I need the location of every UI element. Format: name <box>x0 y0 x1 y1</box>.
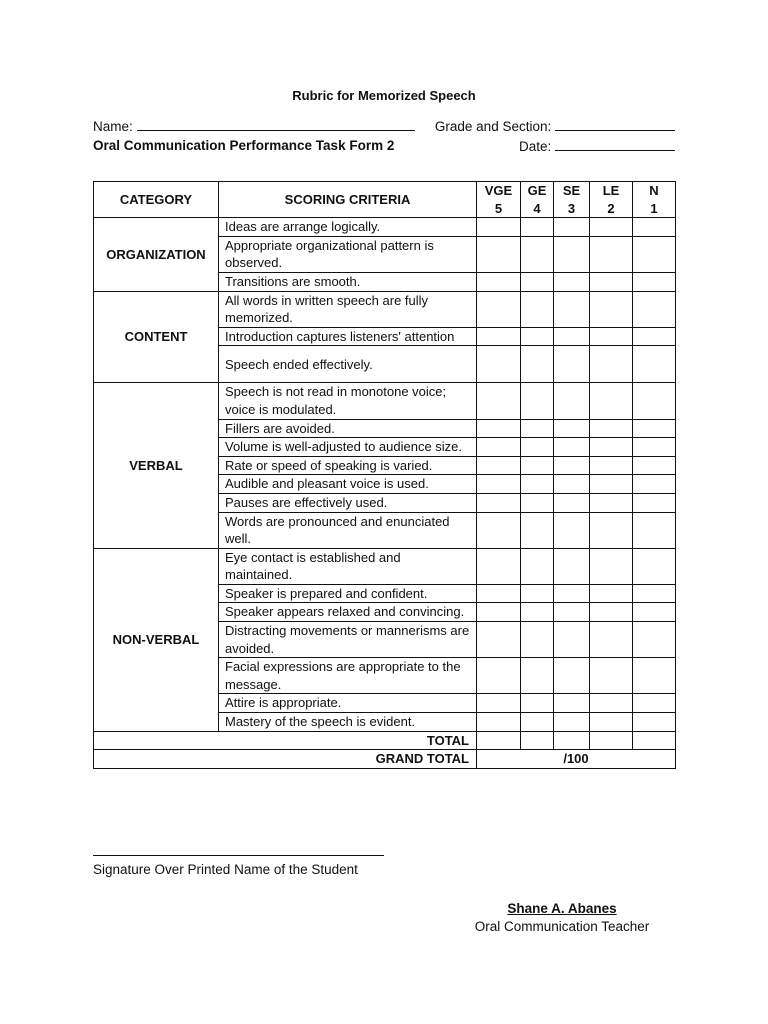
score-cell-ge[interactable] <box>521 291 554 327</box>
score-cell-vge[interactable] <box>477 694 521 713</box>
score-cell-vge[interactable] <box>477 327 521 346</box>
category-cell: NON-VERBAL <box>94 548 219 731</box>
score-cell-se[interactable] <box>554 622 590 658</box>
score-cell-se[interactable] <box>554 493 590 512</box>
name-label: Name: <box>93 119 133 134</box>
criterion-text: Audible and pleasant voice is used. <box>219 475 477 494</box>
score-cell-se[interactable] <box>554 713 590 732</box>
score-cell-vge[interactable] <box>477 272 521 291</box>
score-cell-n[interactable] <box>633 493 676 512</box>
score-cell-se[interactable] <box>554 548 590 584</box>
score-cell-vge[interactable] <box>477 236 521 272</box>
score-cell-n[interactable] <box>633 327 676 346</box>
score-cell-n[interactable] <box>633 622 676 658</box>
total-cell-se[interactable] <box>554 731 590 750</box>
grade-section-blank-line[interactable] <box>555 118 675 131</box>
score-cell-n[interactable] <box>633 713 676 732</box>
date-blank-line[interactable] <box>555 138 675 151</box>
score-cell-le[interactable] <box>590 419 633 438</box>
rubric-table <box>93 181 676 769</box>
category-header: CATEGORY <box>94 182 219 218</box>
score-cell-vge[interactable] <box>477 584 521 603</box>
score-cell-ge[interactable] <box>521 419 554 438</box>
score-cell-le[interactable] <box>590 456 633 475</box>
criterion-text: Ideas are arrange logically. <box>219 218 477 237</box>
name-blank-line[interactable] <box>137 118 415 131</box>
criterion-text: Fillers are avoided. <box>219 419 477 438</box>
score-cell-ge[interactable] <box>521 713 554 732</box>
score-cell-vge[interactable] <box>477 622 521 658</box>
score-cell-ge[interactable] <box>521 694 554 713</box>
score-cell-vge[interactable] <box>477 346 521 383</box>
criterion-text: All words in written speech are fully memorized. <box>219 291 477 327</box>
score-cell-ge[interactable] <box>521 475 554 494</box>
criterion-text: Speaker is prepared and confident. <box>219 584 477 603</box>
criterion-row <box>94 218 676 237</box>
date-label: Date: <box>518 139 552 154</box>
score-cell-n[interactable] <box>633 603 676 622</box>
score-cell-le[interactable] <box>590 493 633 512</box>
score-cell-vge[interactable] <box>477 548 521 584</box>
criterion-text: Pauses are effectively used. <box>219 493 477 512</box>
score-cell-n[interactable] <box>633 346 676 383</box>
score-cell-vge[interactable] <box>477 383 521 419</box>
category-cell: VERBAL <box>94 383 219 548</box>
score-cell-vge[interactable] <box>477 603 521 622</box>
score-cell-n[interactable] <box>633 475 676 494</box>
score-cell-se[interactable] <box>554 584 590 603</box>
teacher-role: Oral Communication Teacher <box>474 919 650 934</box>
score-cell-n[interactable] <box>633 512 676 548</box>
score-cell-se[interactable] <box>554 291 590 327</box>
score-cell-le[interactable] <box>590 603 633 622</box>
score-cell-vge[interactable] <box>477 658 521 694</box>
score-cell-se[interactable] <box>554 475 590 494</box>
score-cell-se[interactable] <box>554 658 590 694</box>
score-cell-se[interactable] <box>554 512 590 548</box>
total-row <box>94 731 676 750</box>
score-cell-se[interactable] <box>554 603 590 622</box>
criterion-text: Eye contact is established and maintained. <box>219 548 477 584</box>
score-cell-n[interactable] <box>633 584 676 603</box>
score-cell-se[interactable] <box>554 438 590 457</box>
criterion-text: Rate or speed of speaking is varied. <box>219 456 477 475</box>
category-cell: CONTENT <box>94 291 219 383</box>
criterion-text: Speech ended effectively. <box>219 346 477 383</box>
criterion-text: Transitions are smooth. <box>219 272 477 291</box>
category-cell: ORGANIZATION <box>94 218 219 291</box>
score-cell-ge[interactable] <box>521 548 554 584</box>
score-cell-vge[interactable] <box>477 456 521 475</box>
score-cell-le[interactable] <box>590 584 633 603</box>
criterion-text: Distracting movements or mannerisms are avoided. <box>219 622 477 658</box>
score-cell-n[interactable] <box>633 272 676 291</box>
score-cell-vge[interactable] <box>477 291 521 327</box>
score-cell-ge[interactable] <box>521 658 554 694</box>
score-cell-ge[interactable] <box>521 438 554 457</box>
score-cell-vge[interactable] <box>477 493 521 512</box>
signature-label: Signature Over Printed Name of the Student <box>93 862 358 877</box>
score-cell-vge[interactable] <box>477 419 521 438</box>
score-cell-le[interactable] <box>590 713 633 732</box>
total-cell-ge[interactable] <box>521 731 554 750</box>
score-cell-se[interactable] <box>554 327 590 346</box>
score-cell-n[interactable] <box>633 218 676 237</box>
score-cell-n[interactable] <box>633 383 676 419</box>
total-label: TOTAL <box>94 731 477 750</box>
score-cell-le[interactable] <box>590 475 633 494</box>
score-cell-le[interactable] <box>590 622 633 658</box>
score-cell-n[interactable] <box>633 438 676 457</box>
signature-line[interactable] <box>93 855 384 856</box>
criterion-text: Words are pronounced and enunciated well. <box>219 512 477 548</box>
score-cell-ge[interactable] <box>521 236 554 272</box>
criterion-text: Appropriate organizational pattern is observed. <box>219 236 477 272</box>
score-cell-n[interactable] <box>633 694 676 713</box>
criterion-text: Facial expressions are appropriate to the message. <box>219 658 477 694</box>
scale-header-n: N 1 <box>633 182 676 218</box>
criterion-text: Introduction captures listeners' attention <box>219 327 477 346</box>
criterion-row <box>94 383 676 419</box>
score-cell-ge[interactable] <box>521 456 554 475</box>
scale-header-vge: VGE 5 <box>477 182 521 218</box>
teacher-name: Shane A. Abanes <box>507 901 617 916</box>
grand-total-value[interactable]: /100 <box>477 750 676 769</box>
score-cell-ge[interactable] <box>521 346 554 383</box>
scale-header-le: LE 2 <box>590 182 633 218</box>
score-cell-n[interactable] <box>633 456 676 475</box>
score-cell-se[interactable] <box>554 272 590 291</box>
teacher-block <box>464 900 660 936</box>
score-cell-ge[interactable] <box>521 218 554 237</box>
scale-header-ge: GE 4 <box>521 182 554 218</box>
table-header-row <box>94 182 676 218</box>
score-cell-le[interactable] <box>590 658 633 694</box>
score-cell-se[interactable] <box>554 346 590 383</box>
grade-section-label: Grade and Section: <box>434 119 552 134</box>
score-cell-vge[interactable] <box>477 218 521 237</box>
score-cell-se[interactable] <box>554 419 590 438</box>
form-date-row <box>93 138 675 156</box>
score-cell-le[interactable] <box>590 346 633 383</box>
score-cell-se[interactable] <box>554 218 590 237</box>
score-cell-ge[interactable] <box>521 272 554 291</box>
scoring-criteria-header: SCORING CRITERIA <box>219 182 477 218</box>
score-cell-ge[interactable] <box>521 493 554 512</box>
score-cell-le[interactable] <box>590 383 633 419</box>
score-cell-le[interactable] <box>590 512 633 548</box>
criterion-text: Volume is well-adjusted to audience size. <box>219 438 477 457</box>
score-cell-n[interactable] <box>633 658 676 694</box>
grand-total-row <box>94 750 676 769</box>
total-cell-n[interactable] <box>633 731 676 750</box>
score-cell-le[interactable] <box>590 218 633 237</box>
score-cell-vge[interactable] <box>477 713 521 732</box>
score-cell-n[interactable] <box>633 419 676 438</box>
score-cell-le[interactable] <box>590 327 633 346</box>
criterion-text: Speaker appears relaxed and convincing. <box>219 603 477 622</box>
score-cell-se[interactable] <box>554 456 590 475</box>
document-title: Rubric for Memorized Speech <box>292 88 476 103</box>
score-cell-vge[interactable] <box>477 512 521 548</box>
total-cell-le[interactable] <box>590 731 633 750</box>
score-cell-n[interactable] <box>633 291 676 327</box>
score-cell-le[interactable] <box>590 291 633 327</box>
score-cell-le[interactable] <box>590 548 633 584</box>
score-cell-se[interactable] <box>554 236 590 272</box>
score-cell-ge[interactable] <box>521 512 554 548</box>
score-cell-le[interactable] <box>590 236 633 272</box>
score-cell-vge[interactable] <box>477 438 521 457</box>
criterion-row <box>94 548 676 584</box>
score-cell-se[interactable] <box>554 383 590 419</box>
form-label: Oral Communication Performance Task Form 2 <box>93 138 395 153</box>
score-cell-ge[interactable] <box>521 622 554 658</box>
grand-total-label: GRAND TOTAL <box>94 750 477 769</box>
score-cell-le[interactable] <box>590 272 633 291</box>
criterion-row <box>94 291 676 327</box>
total-cell-vge[interactable] <box>477 731 521 750</box>
score-cell-ge[interactable] <box>521 603 554 622</box>
score-cell-se[interactable] <box>554 694 590 713</box>
score-cell-le[interactable] <box>590 694 633 713</box>
score-cell-ge[interactable] <box>521 327 554 346</box>
criterion-text: Attire is appropriate. <box>219 694 477 713</box>
score-cell-ge[interactable] <box>521 584 554 603</box>
name-grade-row <box>93 118 675 136</box>
score-cell-vge[interactable] <box>477 475 521 494</box>
score-cell-ge[interactable] <box>521 383 554 419</box>
score-cell-le[interactable] <box>590 438 633 457</box>
scale-header-se: SE 3 <box>554 182 590 218</box>
score-cell-n[interactable] <box>633 236 676 272</box>
criterion-text: Speech is not read in monotone voice; voice is modulated. <box>219 383 477 419</box>
criterion-text: Mastery of the speech is evident. <box>219 713 477 732</box>
score-cell-n[interactable] <box>633 548 676 584</box>
